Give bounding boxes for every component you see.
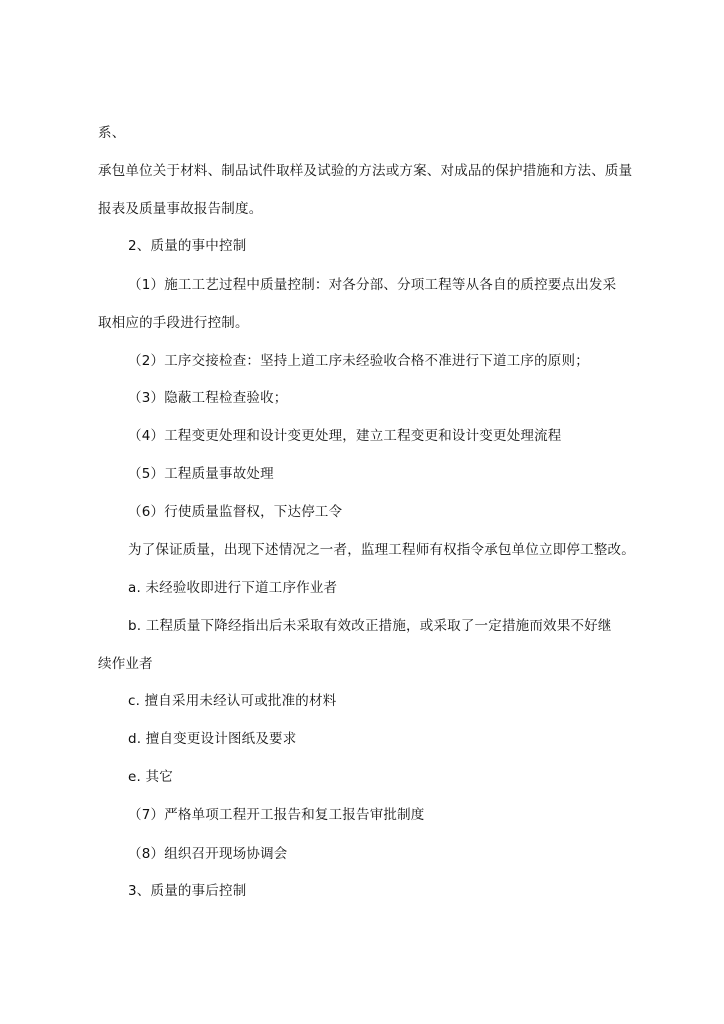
text-line: 报表及质量事故报告制度。 (98, 201, 263, 217)
text-line: （4）工程变更处理和设计变更处理，建立工程变更和设计变更处理流程 (128, 428, 562, 444)
section-heading: 3、质量的事后控制 (128, 883, 247, 899)
text-line: （2）工序交接检查：坚持上道工序未经验收合格不准进行下道工序的原则； (128, 353, 589, 369)
list-item: b. 工程质量下降经指出后未采取有效改正措施，或采取了一定措施而效果不好继 (128, 618, 612, 634)
text-line: 承包单位关于材料、制品试件取样及试验的方法或方案、对成品的保护措施和方法、质量 (98, 163, 633, 179)
text-line: （3）隐蔽工程检查验收； (128, 390, 288, 406)
text-line: （1）施工工艺过程中质量控制：对各分部、分项工程等从各自的质控要点出发采 (128, 277, 617, 293)
text-line: 系、 (98, 125, 126, 141)
section-heading: 2、质量的事中控制 (128, 238, 247, 254)
list-item: c. 擅自采用未经认可或批准的材料 (128, 693, 337, 709)
text-line: （8）组织召开现场协调会 (128, 846, 288, 862)
list-item: d. 擅自变更设计图纸及要求 (128, 731, 297, 747)
list-item: a. 未经验收即进行下道工序作业者 (128, 580, 338, 596)
text-line: 为了保证质量，出现下述情况之一者，监理工程师有权指令承包单位立即停工整改。 (128, 542, 635, 558)
text-line: （5）工程质量事故处理 (128, 466, 274, 482)
text-line: 取相应的手段进行控制。 (98, 315, 249, 331)
text-line: 续作业者 (98, 656, 153, 672)
text-line: （7）严格单项工程开工报告和复工报告审批制度 (128, 807, 425, 823)
text-line: （6）行使质量监督权，下达停工令 (128, 504, 343, 520)
list-item: e. 其它 (128, 769, 173, 785)
